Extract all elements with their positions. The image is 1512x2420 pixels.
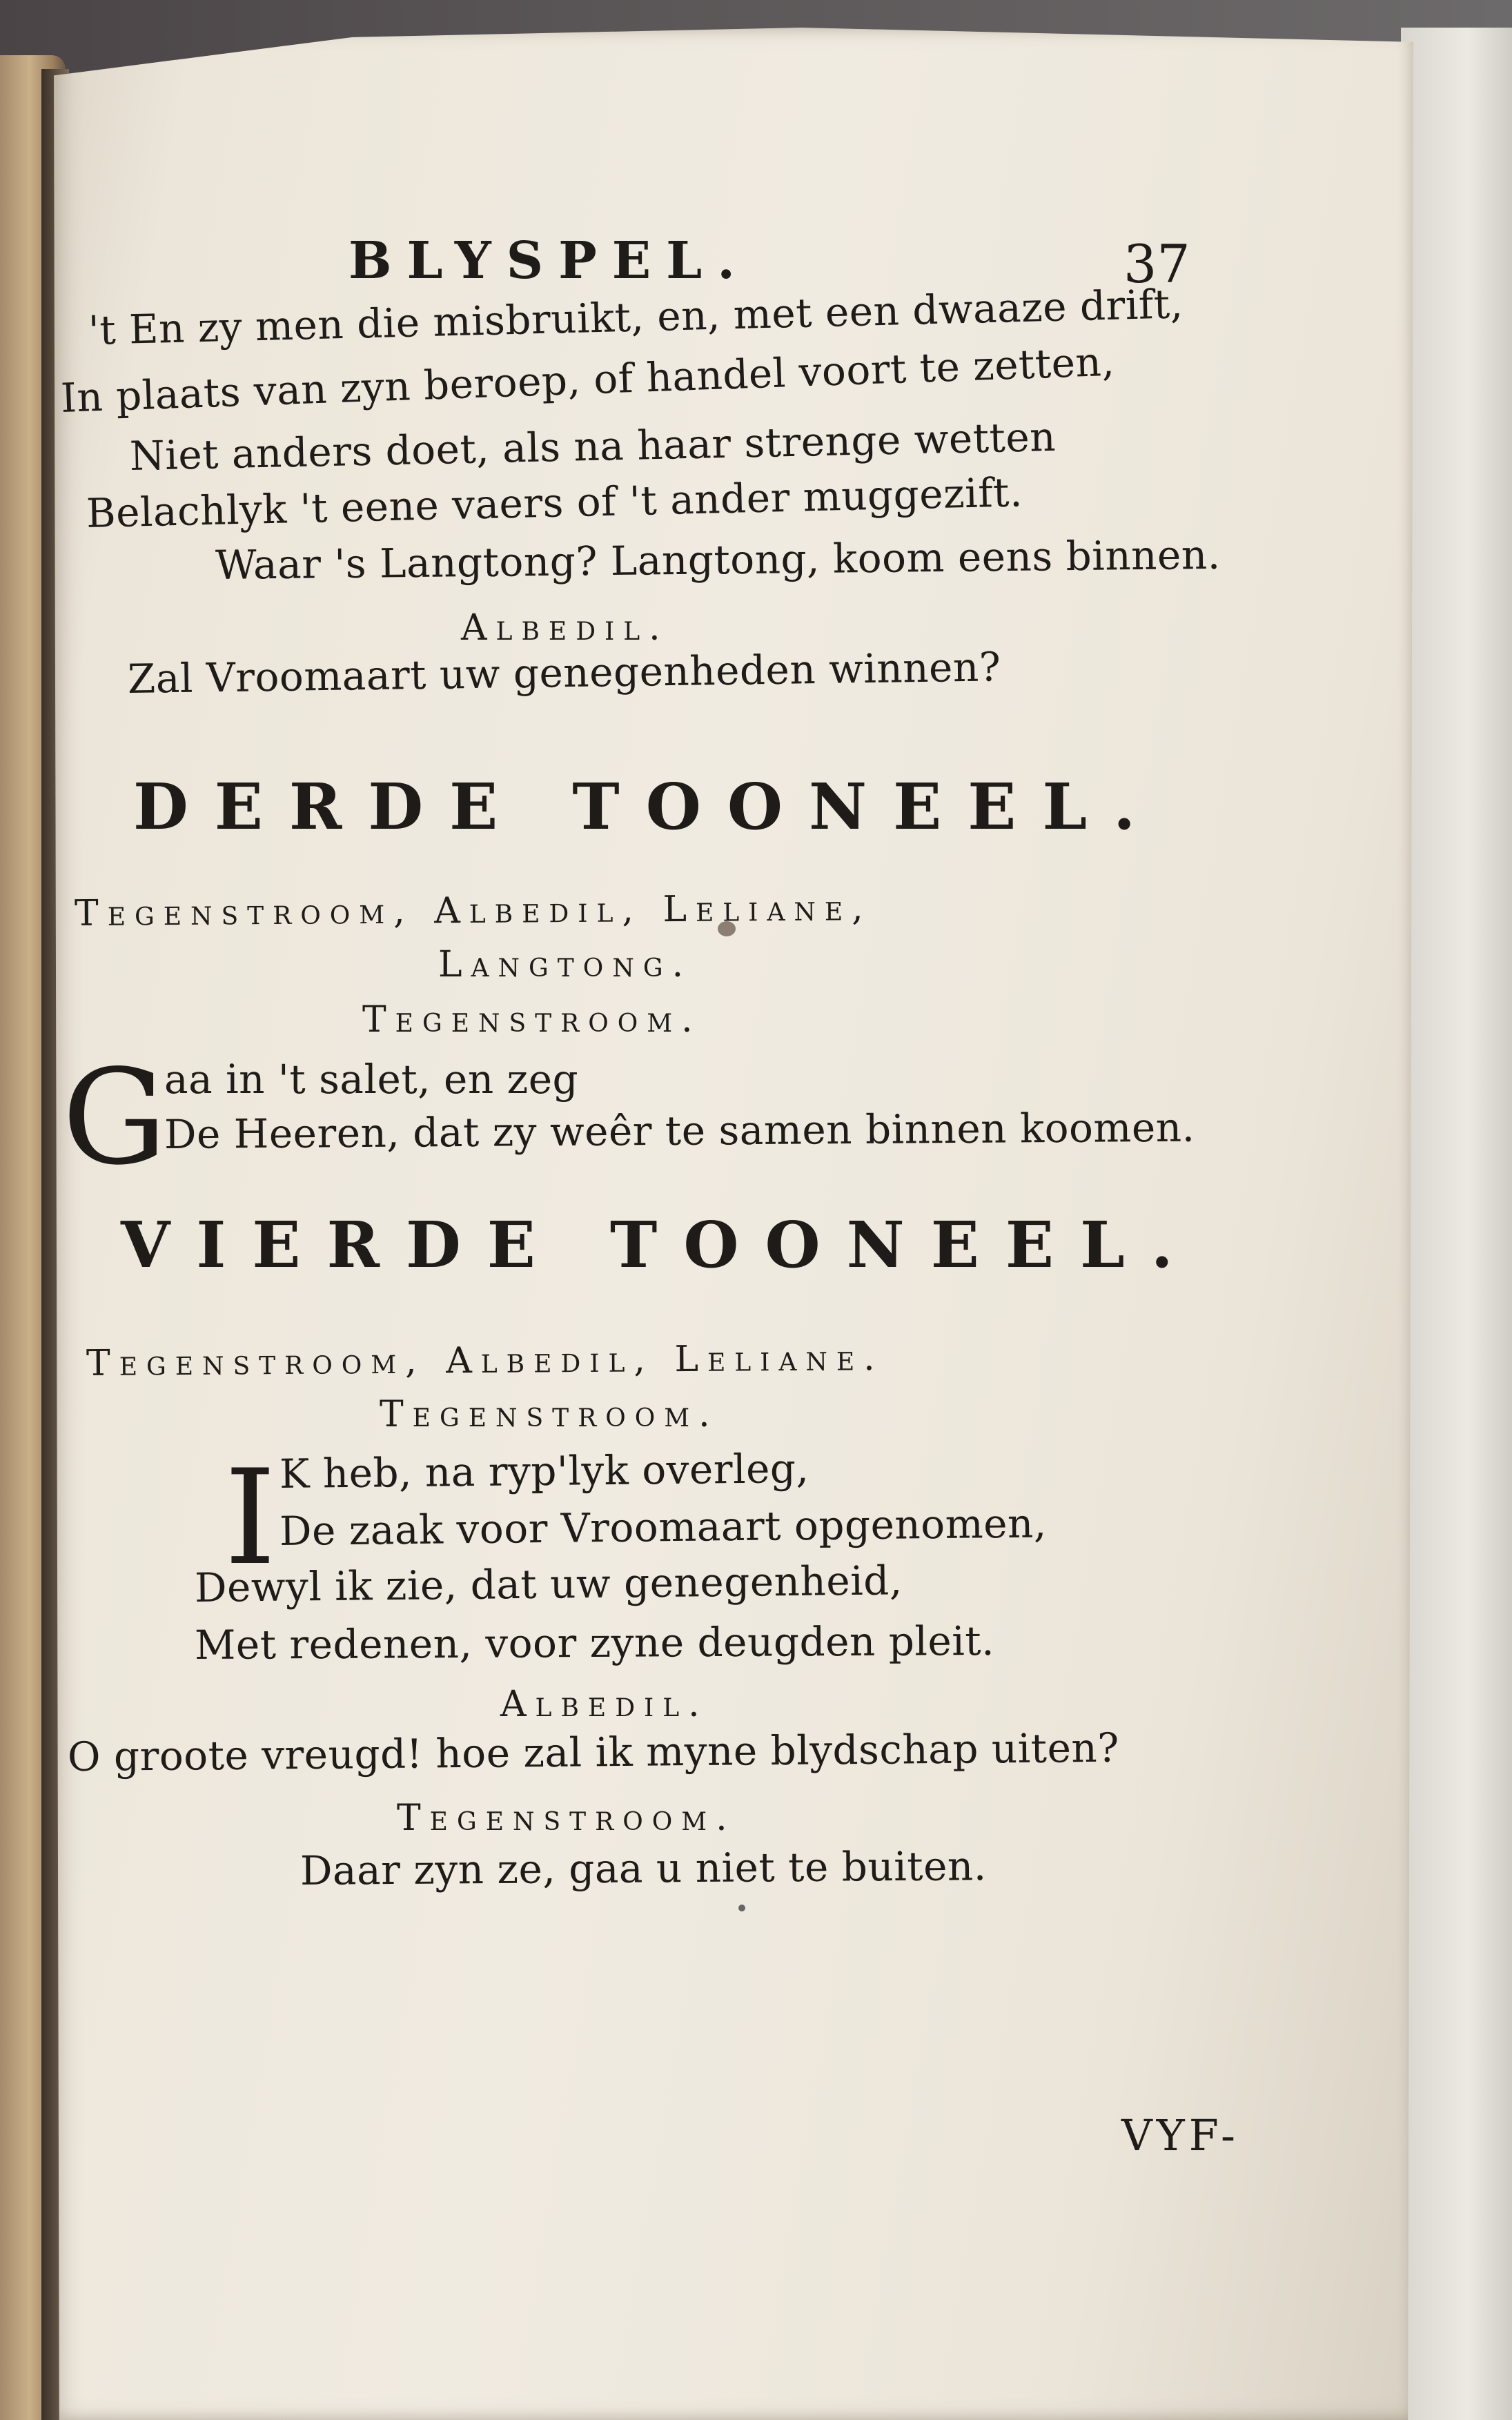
cast-list: Langtong. bbox=[438, 944, 693, 985]
drop-cap: I bbox=[224, 1442, 277, 1594]
verse-line: Daar zyn ze, gaa u niet te buiten. bbox=[300, 1842, 987, 1894]
verse-line: Niet anders doet, als na haar strenge wetten bbox=[129, 413, 1057, 480]
scene-title: DERDE TOONEEL. bbox=[133, 769, 1162, 844]
scene-title: VIERDE TOONEEL. bbox=[121, 1208, 1199, 1282]
ink-dot bbox=[738, 1905, 745, 1911]
running-head: BLYSPEL. bbox=[348, 231, 750, 291]
speaker-label: Albedil. bbox=[500, 1684, 709, 1725]
book-next-page-edge bbox=[1401, 28, 1512, 2420]
verse-line: O groote vreugd! hoe zal ik myne blydschap uiten? bbox=[67, 1724, 1120, 1780]
verse-line: Waar 's Langtong? Langtong, koom eens binnen. bbox=[215, 531, 1221, 589]
speaker-label: Tegenstroom. bbox=[362, 999, 702, 1041]
drop-cap: G bbox=[62, 1041, 167, 1194]
speaker-label: Tegenstroom. bbox=[397, 1798, 736, 1839]
cast-list: Tegenstroom, Albedil, Leliane. bbox=[86, 1337, 884, 1385]
cast-list: Tegenstroom, Albedil, Leliane, bbox=[74, 887, 872, 935]
verse-line: K heb, na ryp'lyk overleg, bbox=[279, 1444, 809, 1497]
verse-line: In plaats van zyn beroep, of handel voort te zetten, bbox=[59, 337, 1116, 422]
verse-line: Dewyl ik zie, dat uw genegenheid, bbox=[194, 1557, 903, 1611]
verse-line: aa in 't salet, en zeg bbox=[164, 1056, 579, 1103]
page-number: 37 bbox=[1123, 233, 1190, 295]
catchword: VYF- bbox=[1121, 2110, 1239, 2161]
speaker-label: Albedil. bbox=[461, 607, 669, 649]
verse-line: Zal Vroomaart uw genegenheden winnen? bbox=[127, 643, 1001, 702]
verse-line: De zaak voor Vroomaart opgenomen, bbox=[279, 1499, 1048, 1555]
verse-line: 't En zy men die misbruikt, en, met een dwaaze drift, bbox=[88, 280, 1184, 354]
verse-line: Belachlyk 't eene vaers of 't ander muggezift. bbox=[86, 469, 1023, 537]
verse-line: De Heeren, dat zy weêr te samen binnen koomen. bbox=[164, 1103, 1195, 1158]
speaker-label: Tegenstroom. bbox=[380, 1394, 719, 1435]
verse-line: Met redenen, voor zyne deugden pleit. bbox=[194, 1617, 995, 1669]
